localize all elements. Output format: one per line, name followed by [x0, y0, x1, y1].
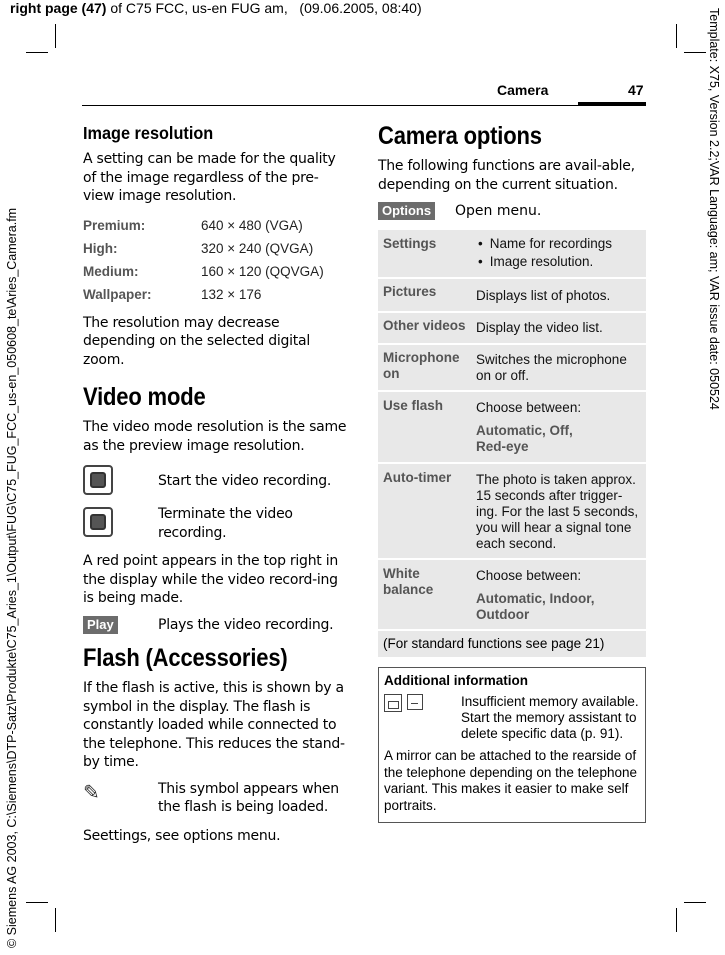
memory-full-icon	[407, 694, 423, 710]
crop-mark	[676, 24, 677, 48]
start-recording-row	[83, 463, 349, 495]
option-list-item: • Name for recordings	[476, 236, 642, 252]
red-point-text: A red point appears in the top right in the display while the video record-ing is being made.	[83, 553, 339, 606]
crop-mark	[676, 908, 677, 932]
print-header-rest: of C75 FCC, us-en FUG am, (09.06.2005, 08:40)	[106, 0, 422, 16]
option-value: Displays list of photos.	[476, 288, 611, 303]
resolution-row	[83, 283, 349, 306]
option-key: White balance	[383, 566, 434, 597]
memory-text: Insufficient memory available. Start the memory assistant to delete specific data (p. 91).	[461, 694, 639, 741]
flash-symbol-text: This symbol appears when the flash is being loaded.	[158, 780, 339, 815]
flash-intro: If the flash is active, this is shown by a symbol in the display. The flash is constantly loaded while connected to the telephone. This reduces the stand-by time.	[83, 680, 345, 770]
option-key: Use flash	[383, 398, 444, 413]
resolution-note: The resolution may decrease depending on the selected digital zoom.	[83, 314, 310, 368]
additional-info-box	[378, 667, 646, 823]
resolution-key: Premium:	[83, 217, 146, 233]
play-softkey: Play	[83, 616, 118, 634]
option-row-pictures	[378, 279, 646, 313]
camera-options-heading: Camera options	[378, 122, 542, 150]
option-value: Choose between:	[476, 568, 582, 583]
option-key: Auto-timer	[383, 470, 452, 485]
flash-heading: Flash (Accessories)	[83, 644, 288, 672]
resolution-key: Wallpaper:	[83, 286, 152, 302]
option-row-timer	[378, 464, 646, 560]
left-column	[83, 123, 349, 853]
option-key: Other videos	[383, 318, 466, 333]
crop-mark	[55, 908, 56, 932]
option-row-settings	[378, 230, 646, 279]
memory-row	[384, 694, 640, 742]
stop-recording-row	[83, 505, 349, 542]
option-choices: Automatic, Off, Red-eye	[476, 423, 573, 454]
option-key: Settings	[383, 236, 437, 251]
option-list-item: • Image resolution.	[476, 254, 642, 270]
side-right-text: Template: X75, Version 2.2;VAR Language: am; VAR issue date: 050524	[707, 8, 721, 410]
flash-settings-text: Seettings, see options menu.	[83, 827, 281, 844]
play-row	[83, 616, 349, 635]
right-column	[378, 122, 646, 823]
option-row-microphone	[378, 345, 646, 392]
resolution-key: Medium:	[83, 263, 139, 279]
page-number: 47	[628, 82, 644, 98]
image-resolution-intro: A setting can be made for the quality of the image regardless of the pre-view image resolution.	[83, 151, 336, 204]
resolution-value: 320 × 240 (QVGA)	[201, 240, 314, 256]
resolution-value: 132 × 176	[201, 286, 262, 302]
option-row-white-balance	[378, 560, 646, 631]
header-rule-accent	[578, 102, 646, 105]
option-value: Switches the microphone on or off.	[476, 352, 627, 383]
options-table	[378, 230, 646, 657]
options-footer: (For standard functions see page 21)	[383, 636, 605, 651]
option-row-flash	[378, 392, 646, 464]
resolution-value: 640 × 480 (VGA)	[201, 217, 303, 233]
running-header-title: Camera	[497, 82, 549, 98]
crop-mark	[26, 902, 48, 903]
crop-mark	[55, 24, 56, 48]
info-title: Additional information	[384, 673, 528, 688]
options-row	[378, 202, 646, 220]
resolution-row	[83, 260, 349, 283]
camera-options-intro: The following functions are avail-able, depending on the current situation.	[378, 158, 635, 193]
crop-mark	[684, 52, 706, 53]
option-value: Display the video list.	[476, 320, 603, 335]
memory-card-icon	[384, 694, 402, 712]
options-softkey: Options	[378, 202, 435, 220]
option-value: Choose between:	[476, 400, 582, 415]
option-value: The photo is taken approx. 15 seconds after trigger-ing. For the last 5 seconds, you will hear a signal tone each second.	[476, 472, 639, 551]
side-left-text: © Siemens AG 2003, C:\Siemens\DTP-Satz\Produkte\C75_Aries_1\Output\FUG\C75_FUG_FCC_us-en_050608_te\Aries_Camera.fm	[5, 207, 19, 948]
resolution-value: 160 × 120 (QQVGA)	[201, 263, 324, 279]
record-key-icon	[83, 465, 113, 495]
option-row-videos	[378, 313, 646, 345]
play-text: Plays the video recording.	[158, 616, 334, 633]
resolution-row	[83, 214, 349, 237]
print-header	[10, 0, 422, 16]
video-mode-intro: The video mode resolution is the same as the preview image resolution.	[83, 419, 347, 454]
option-key: Microphone on	[383, 350, 460, 381]
image-resolution-heading: Image resolution	[83, 123, 214, 143]
resolution-key: High:	[83, 240, 118, 256]
crop-mark	[684, 902, 706, 903]
resolution-table	[83, 214, 349, 306]
mirror-text: A mirror can be attached to the rearside of the telephone depending on the telephone variant. This makes it easier to make self portraits.	[384, 748, 637, 813]
option-choices: Automatic, Indoor, Outdoor	[476, 591, 595, 622]
stop-recording-text: Terminate the video recording.	[158, 506, 293, 541]
options-text: Open menu.	[455, 203, 542, 219]
start-recording-text: Start the video recording.	[158, 473, 332, 489]
flash-symbol-row	[83, 780, 349, 817]
video-mode-heading: Video mode	[83, 383, 206, 411]
option-key: Pictures	[383, 284, 437, 299]
crop-mark	[26, 52, 48, 53]
side-text-left	[0, 0, 19, 948]
print-header-bold: right page (47)	[10, 0, 107, 16]
resolution-row	[83, 237, 349, 260]
record-key-icon	[83, 507, 113, 537]
header-rule	[82, 105, 646, 106]
flash-loading-icon: ✎	[83, 781, 100, 804]
